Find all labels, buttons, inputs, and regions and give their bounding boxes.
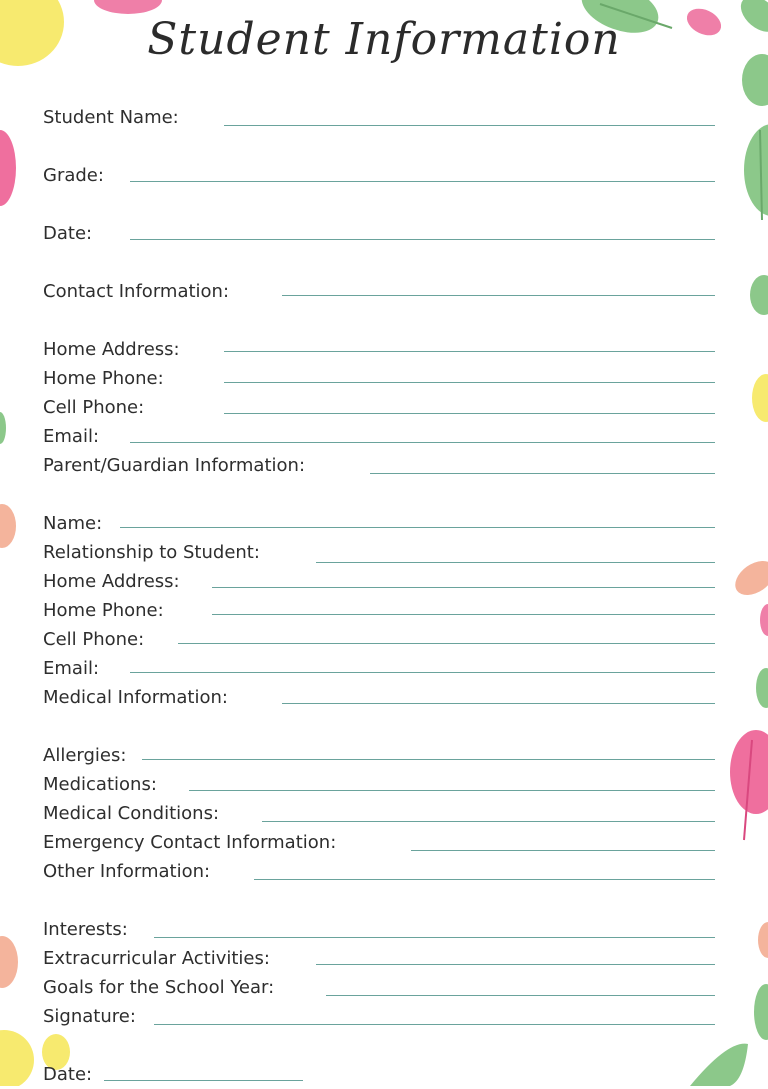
field-parent-home-phone[interactable]	[43, 599, 715, 625]
green-leaf-icon	[756, 668, 768, 708]
fill-line[interactable]	[326, 995, 715, 996]
field-extracurricular-activities[interactable]	[43, 947, 715, 973]
field-label: Emergency Contact Information:	[43, 832, 337, 853]
field-label: Cell Phone:	[43, 629, 145, 650]
fill-line[interactable]	[120, 527, 715, 528]
fill-line[interactable]	[130, 672, 715, 673]
peach-leaf-icon	[758, 922, 768, 958]
green-leaf-icon	[750, 275, 768, 315]
peach-leaf-icon	[729, 554, 768, 602]
field-email[interactable]	[43, 425, 715, 451]
field-label: Home Address:	[43, 571, 180, 592]
fill-line[interactable]	[316, 964, 715, 965]
field-parent-home-address[interactable]	[43, 570, 715, 596]
field-parent-email[interactable]	[43, 657, 715, 683]
field-other-information[interactable]	[43, 860, 715, 886]
field-label: Other Information:	[43, 861, 211, 882]
field-label: Parent/Guardian Information:	[43, 455, 306, 476]
field-label: Medical Conditions:	[43, 803, 220, 824]
field-label: Email:	[43, 658, 100, 679]
field-label: Contact Information:	[43, 281, 230, 302]
page-title: Student Information	[147, 14, 621, 65]
field-label: Interests:	[43, 919, 128, 940]
field-label: Cell Phone:	[43, 397, 145, 418]
field-relationship-to-student[interactable]	[43, 541, 715, 567]
pink-leaf-icon	[0, 130, 16, 206]
field-medical-conditions[interactable]	[43, 802, 715, 828]
fill-line[interactable]	[224, 382, 715, 383]
field-final-date[interactable]	[43, 1063, 303, 1089]
field-label: Name:	[43, 513, 103, 534]
field-label: Signature:	[43, 1006, 136, 1027]
field-home-address[interactable]	[43, 338, 715, 364]
field-label: Grade:	[43, 165, 104, 186]
fill-line[interactable]	[130, 239, 715, 240]
fill-line[interactable]	[212, 614, 715, 615]
pink-leaf-icon	[760, 604, 768, 636]
field-interests[interactable]	[43, 918, 715, 944]
green-leaf-icon	[744, 124, 768, 216]
fill-line[interactable]	[262, 821, 715, 822]
field-medical-information[interactable]	[43, 686, 715, 712]
fill-line[interactable]	[370, 473, 715, 474]
field-grade[interactable]	[43, 164, 715, 190]
fill-line[interactable]	[282, 703, 715, 704]
field-label: Email:	[43, 426, 100, 447]
field-label: Student Name:	[43, 107, 179, 128]
field-label: Home Address:	[43, 339, 180, 360]
fill-line[interactable]	[224, 125, 715, 126]
peach-leaf-icon	[0, 936, 18, 988]
yellow-leaf-icon	[752, 374, 768, 422]
fill-line[interactable]	[178, 643, 715, 644]
fill-line[interactable]	[282, 295, 715, 296]
field-home-phone[interactable]	[43, 367, 715, 393]
field-label: Date:	[43, 223, 93, 244]
field-goals-for-school-year[interactable]	[43, 976, 715, 1002]
field-label: Medical Information:	[43, 687, 228, 708]
fill-line[interactable]	[224, 413, 715, 414]
fill-line[interactable]	[142, 759, 715, 760]
field-label: Relationship to Student:	[43, 542, 260, 563]
field-parent-cell-phone[interactable]	[43, 628, 715, 654]
green-leaf-icon	[754, 984, 768, 1040]
field-contact-information[interactable]	[43, 280, 715, 306]
field-label: Home Phone:	[43, 368, 164, 389]
fill-line[interactable]	[104, 1080, 303, 1081]
fill-line[interactable]	[154, 937, 715, 938]
field-parent-name[interactable]	[43, 512, 715, 538]
fill-line[interactable]	[130, 442, 715, 443]
yellow-leaf-icon	[0, 1030, 34, 1086]
field-label: Extracurricular Activities:	[43, 948, 270, 969]
fill-line[interactable]	[224, 351, 715, 352]
field-emergency-contact-information[interactable]	[43, 831, 715, 857]
green-leaf-icon	[690, 1044, 748, 1086]
field-date[interactable]	[43, 222, 715, 248]
field-label: Medications:	[43, 774, 157, 795]
fill-line[interactable]	[130, 181, 715, 182]
green-leaf-icon	[0, 412, 6, 444]
fill-line[interactable]	[316, 562, 715, 563]
field-label: Allergies:	[43, 745, 127, 766]
field-label: Date:	[43, 1064, 93, 1085]
field-student-name[interactable]	[43, 106, 715, 132]
fill-line[interactable]	[254, 879, 715, 880]
fill-line[interactable]	[189, 790, 715, 791]
field-parent-guardian-information[interactable]	[43, 454, 715, 480]
field-label: Goals for the School Year:	[43, 977, 275, 998]
fill-line[interactable]	[154, 1024, 715, 1025]
field-allergies[interactable]	[43, 744, 715, 770]
field-medications[interactable]	[43, 773, 715, 799]
field-signature[interactable]	[43, 1005, 715, 1031]
field-cell-phone[interactable]	[43, 396, 715, 422]
fill-line[interactable]	[212, 587, 715, 588]
fill-line[interactable]	[411, 850, 715, 851]
peach-leaf-icon	[0, 504, 16, 548]
field-label: Home Phone:	[43, 600, 164, 621]
